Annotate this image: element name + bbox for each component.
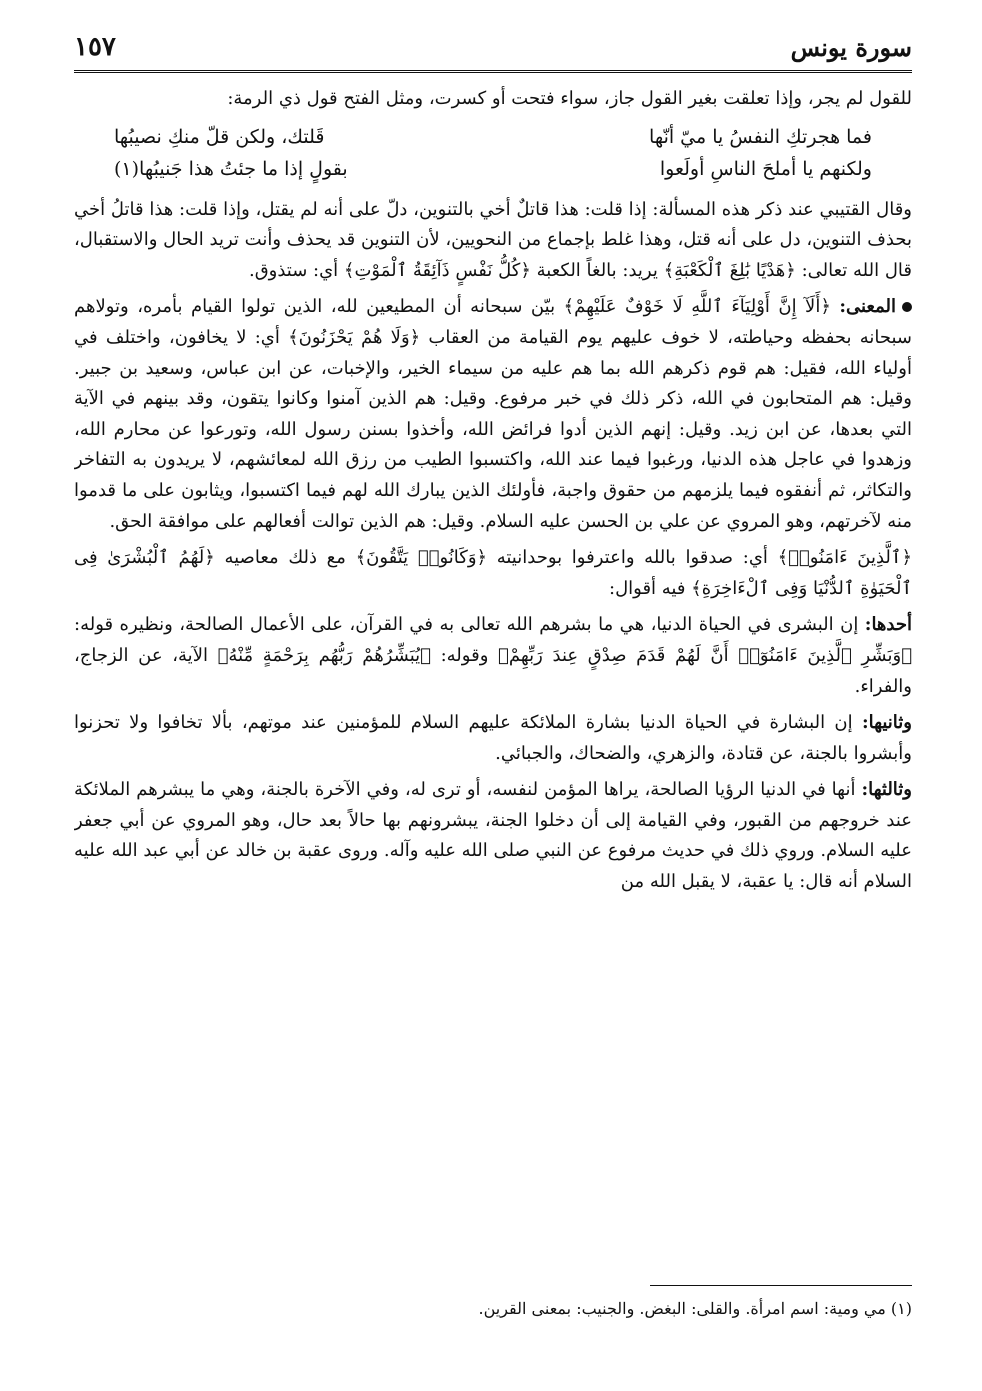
first-view-label: أحدها:	[864, 614, 912, 636]
paragraph-1: للقول لم يجر، وإذا تعلقت بغير القول جاز، سواء فتحت أو كسرت، ومثل الفتح قول ذي الرمة:	[227, 88, 912, 109]
poetry-verse	[114, 121, 872, 185]
paragraph-4: ﴿ٱلَّذِينَ ءَامَنُوا۟﴾ أي: صدقوا بالله واعترفوا بوحدانيته ﴿وَكَانُوا۟ يَتَّقُونَ﴾ مع ذلك معاصيه ﴿لَهُمُ ٱلْبُشْرَىٰ فِى ٱلْحَيَوٰةِ ٱلدُّنْيَا وَفِى ٱلْءَاخِرَةِ﴾ فيه أقوال:	[74, 547, 912, 599]
paragraph-2: وقال القتيبي عند ذكر هذه المسألة: إذا قلت: هذا قاتلٌ أخي بالتنوين، دلّ على أنه لم يقتل، وإذا قلت: هذا قاتلُ أخي بحذف التنوين، دل على أنه قتل، وهذا غلط بإجماع من النحويين، لأن التنوين قد يحذف وأنت تريد الحال والاستقبال، قال الله تعالى: ﴿هَدْيًا بَٰلِغَ ٱلْكَعْبَةِ﴾ يريد: بالغاً الكعبة ﴿كُلُّ نَفْسٍ ذَآئِقَةُ ٱلْمَوْتِ﴾ أي: ستذوق.	[74, 198, 912, 281]
verse-line-1-right: فما هجرتكِ النفسُ يا ميّ أنّها	[649, 125, 872, 148]
verse-line-2-right: ولكنهم يا أملحَ الناسِ أولَعوا	[659, 157, 872, 180]
second-view-label: وثانيها:	[861, 712, 912, 734]
third-view-text: أنها في الدنيا الرؤيا الصالحة، يراها المؤمن لنفسه، أو ترى له، وفي الآخرة بالجنة، وهي ما يبشرهم الملائكة عند خروجهم من القبور، وفي القيامة إلى أن دخلوا الجنة، يبشرونهم بها حالاً بعد حال، وهو المروي عن أبي جعفر عليه السلام. وروي ذلك في حديث مرفوع عن النبي صلى الله عليه وآله. وروى عقبة بن خالد عن أبي عبد الله عليه السلام أنه قال: يا عقبة، لا يقبل الله من	[74, 779, 912, 893]
third-view-label: وثالثها:	[861, 779, 912, 801]
meaning-label: المعنى:	[839, 296, 896, 318]
verse-line-2	[114, 153, 872, 185]
bullet-icon	[902, 302, 912, 312]
surah-title: سورة يونس	[790, 32, 912, 62]
page-header	[74, 24, 912, 73]
verse-line-2-left: بقولٍ إذا ما جئتُ هذا جَنيبُها(١)	[114, 157, 348, 180]
paragraph-second-view	[74, 708, 912, 769]
footnote: (١) مي ومية: اسم امرأة. والقلى: البغض. والجنيب: بمعنى القرين.	[478, 1299, 912, 1318]
footnote-divider	[650, 1285, 912, 1286]
page-number: ١٥٧	[74, 32, 116, 62]
paragraph-meaning	[74, 292, 912, 537]
verse-line-1	[114, 121, 872, 153]
page-body	[74, 84, 912, 1274]
verse-line-1-left: قَلتك، ولكن قلّ منكِ نصيبُها	[114, 125, 325, 148]
second-view-text: إن البشارة في الحياة الدنيا بشارة الملائكة عليهم السلام للمؤمنين عند موتهم، بألا تخافوا ولا تحزنوا وأبشروا بالجنة، عن قتادة، والزهري، والضحاك، والجبائي.	[74, 712, 912, 764]
first-view-text: إن البشرى في الحياة الدنيا، هي ما بشرهم الله تعالى به في القرآن، على الأعمال الصالحة، ونظيره قوله: ﴿وَبَشِّرِ ٱلَّذِينَ ءَامَنُوٓا۟ أَنَّ لَهُمْ قَدَمَ صِدْقٍ عِندَ رَبِّهِمْ﴾ وقوله: ﴿يُبَشِّرُهُمْ رَبُّهُم بِرَحْمَةٍ مِّنْهُ﴾ الآية، عن الزجاج، والفراء.	[74, 614, 912, 697]
paragraph-third-view	[74, 775, 912, 897]
paragraph-first-view	[74, 610, 912, 702]
meaning-text: ﴿أَلَآ إِنَّ أَوْلِيَآءَ ٱللَّهِ لَا خَوْفٌ عَلَيْهِمْ﴾ بيّن سبحانه أن المطيعين لله، الذين تولوا القيام بأمره، وتولاهم سبحانه بحفظه وحياطته، لا خوف عليهم يوم القيامة من العقاب ﴿وَلَا هُمْ يَحْزَنُونَ﴾ أي: لا يخافون، واختلف في أولياء الله، فقيل: هم قوم ذكرهم الله بما هم عليه من سيماء الخير، والإخبات، عن ابن عباس، وسعيد بن جبير. وقيل: هم المتحابون في الله، ذكر ذلك في خبر مرفوع. وقيل: هم الذين آمنوا وكانوا يتقون، وقد بينهم في الآية التي بعدها، عن ابن زيد. وقيل: إنهم الذين أدوا فرائض الله، وأخذوا بسنن رسول الله، وتورعوا عن محارم الله، وزهدوا في عاجل هذه الدنيا، ورغبوا فيما عند الله، واكتسبوا الطيب من رزق الله لمعائشهم، لا يريدون به التفاخر والتكاثر، ثم أنفقوه فيما يلزمهم من حقوق واجبة، فأولئك الذين يبارك الله لهم فيما اكتسبوا، ويثابون على ما قدموا منه لآخرتهم، وهو المروي عن علي بن الحسن عليه السلام. وقيل: هم الذين توالت أفعالهم على موافقة الحق.	[74, 296, 912, 532]
